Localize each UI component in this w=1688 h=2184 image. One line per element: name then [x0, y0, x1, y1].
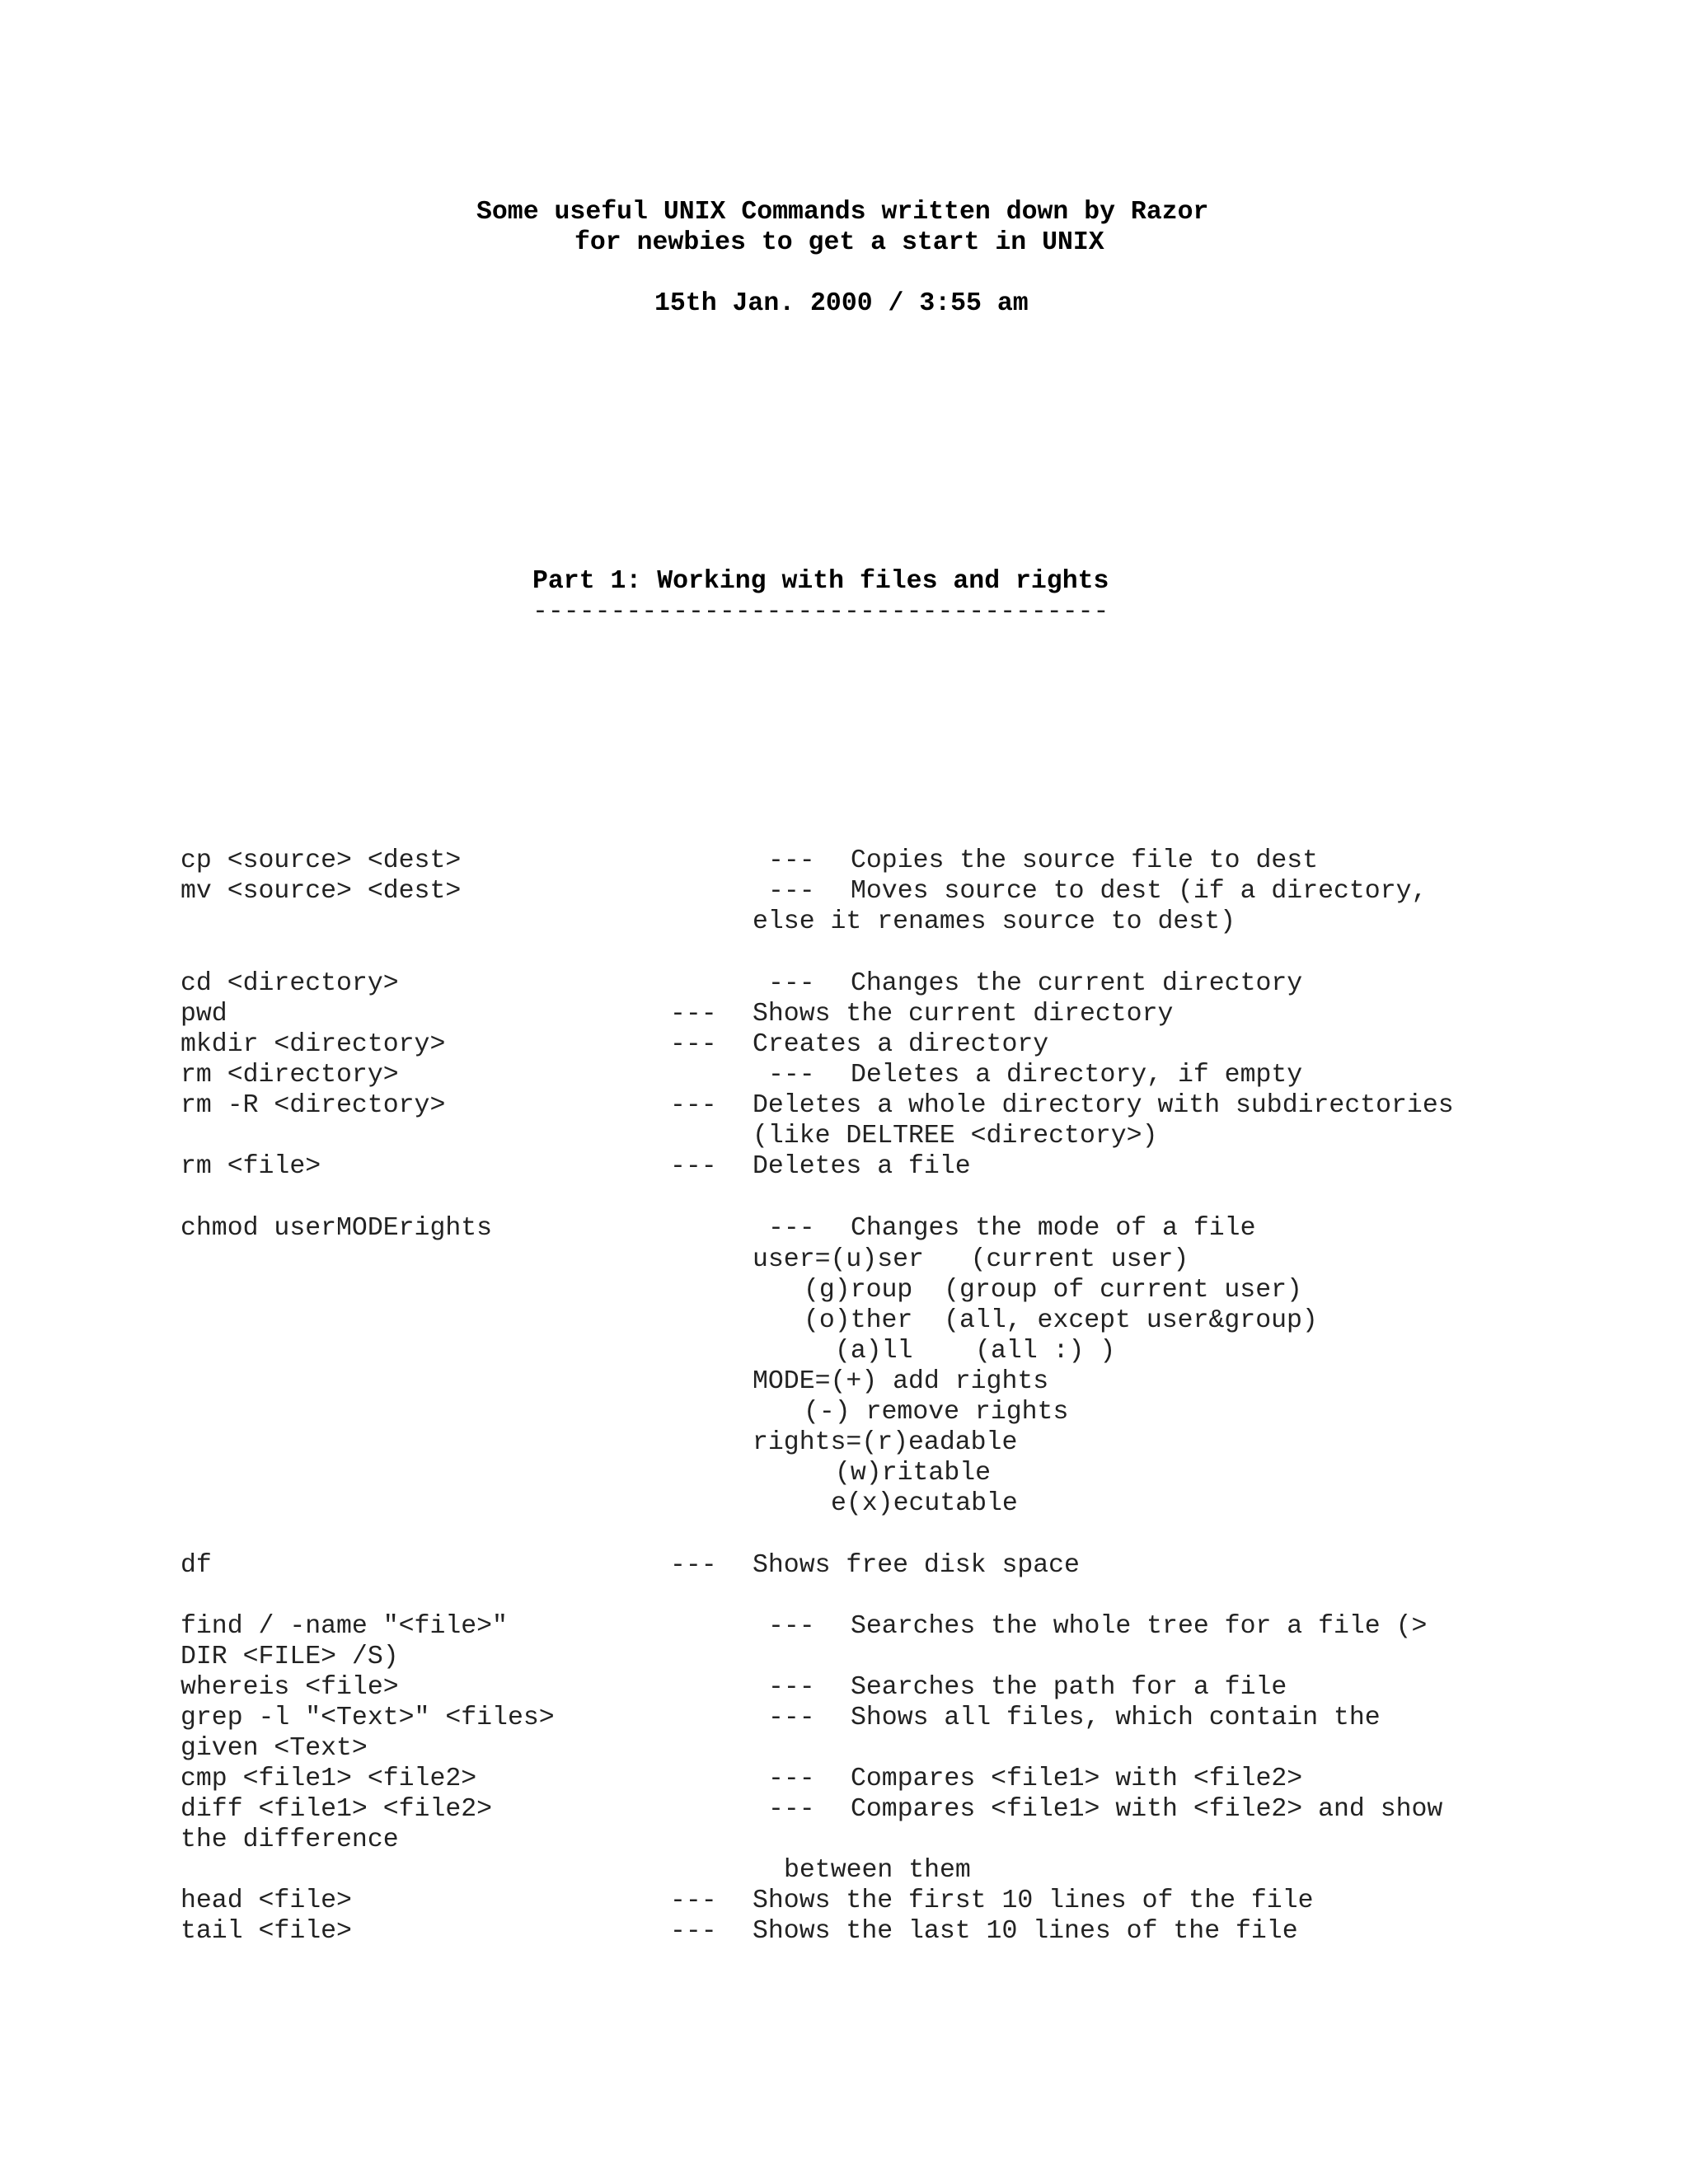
separator: --- [670, 1000, 717, 1029]
command-cd: cd <directory> [181, 969, 399, 998]
command-chmod: chmod userMODErights [181, 1214, 493, 1243]
command-head: head <file> [181, 1886, 352, 1915]
description-find: Searches the whole tree for a file (> [851, 1612, 1428, 1641]
command-rm-directory: rm <directory> [181, 1061, 399, 1090]
description-mv: Moves source to dest (if a directory, [851, 877, 1428, 906]
chmod-detail-mode-add: MODE=(+) add rights [753, 1367, 1049, 1396]
separator: --- [768, 846, 815, 875]
separator: --- [670, 1917, 717, 1946]
description-mv-cont: else it renames source to dest) [753, 907, 1236, 936]
command-mkdir: mkdir <directory> [181, 1030, 446, 1059]
description-diff: Compares <file1> with <file2> and show [851, 1795, 1443, 1824]
command-df: df [181, 1551, 212, 1580]
description-head: Shows the first 10 lines of the file [753, 1886, 1314, 1915]
separator: --- [768, 877, 815, 906]
description-cmp: Compares <file1> with <file2> [851, 1765, 1303, 1793]
description-rm-file: Deletes a file [753, 1152, 971, 1181]
chmod-detail-user: user=(u)ser (current user) [753, 1245, 1189, 1274]
command-whereis: whereis <file> [181, 1673, 399, 1702]
description-pwd: Shows the current directory [753, 1000, 1174, 1029]
command-rm-file: rm <file> [181, 1152, 321, 1181]
description-grep-cont: given <Text> [181, 1734, 368, 1763]
chmod-detail-executable: e(x)ecutable [831, 1489, 1018, 1518]
section-underline: ------------------------------------- [532, 598, 1109, 626]
command-cp: cp <source> <dest> [181, 846, 462, 875]
command-mv: mv <source> <dest> [181, 877, 462, 906]
description-rm-directory: Deletes a directory, if empty [851, 1061, 1303, 1090]
description-df: Shows free disk space [753, 1551, 1080, 1580]
separator: --- [768, 1214, 815, 1243]
description-diff-cont: the difference [181, 1825, 399, 1854]
description-cd: Changes the current directory [851, 969, 1303, 998]
chmod-detail-other: (o)ther (all, except user&group) [804, 1306, 1318, 1335]
description-rm-recursive-cont: (like DELTREE <directory>) [753, 1122, 1158, 1151]
separator: --- [768, 1612, 815, 1641]
command-diff: diff <file1> <file2> [181, 1795, 493, 1824]
command-find: find / -name "<file>" [181, 1612, 508, 1641]
command-grep: grep -l "<Text>" <files> [181, 1704, 555, 1732]
description-cp: Copies the source file to dest [851, 846, 1319, 875]
section-heading: Part 1: Working with files and rights [532, 567, 1109, 596]
separator: --- [670, 1551, 717, 1580]
separator: --- [670, 1152, 717, 1181]
command-pwd: pwd [181, 1000, 227, 1029]
chmod-detail-all: (a)ll (all :) ) [835, 1337, 1116, 1366]
document-title-line1: Some useful UNIX Commands written down by Razor [476, 198, 1209, 227]
description-mkdir: Creates a directory [753, 1030, 1049, 1059]
chmod-detail-readable: rights=(r)eadable [753, 1428, 1018, 1457]
command-rm-recursive: rm -R <directory> [181, 1091, 446, 1120]
chmod-detail-mode-remove: (-) remove rights [804, 1398, 1069, 1427]
description-rm-recursive: Deletes a whole directory with subdirectories [753, 1091, 1454, 1120]
description-find-cont: DIR <FILE> /S) [181, 1643, 399, 1671]
chmod-detail-writable: (w)ritable [835, 1459, 992, 1488]
separator: --- [768, 969, 815, 998]
description-diff-cont2: between them [784, 1856, 971, 1885]
chmod-detail-group: (g)roup (group of current user) [804, 1276, 1302, 1305]
command-cmp: cmp <file1> <file2> [181, 1765, 477, 1793]
separator: --- [670, 1030, 717, 1059]
separator: --- [768, 1061, 815, 1090]
separator: --- [670, 1886, 717, 1915]
document-date: 15th Jan. 2000 / 3:55 am [654, 289, 1029, 318]
separator: --- [768, 1673, 815, 1702]
description-tail: Shows the last 10 lines of the file [753, 1917, 1298, 1946]
command-tail: tail <file> [181, 1917, 352, 1946]
separator: --- [670, 1091, 717, 1120]
separator: --- [768, 1795, 815, 1824]
separator: --- [768, 1704, 815, 1732]
separator: --- [768, 1765, 815, 1793]
description-chmod: Changes the mode of a file [851, 1214, 1256, 1243]
description-whereis: Searches the path for a file [851, 1673, 1287, 1702]
description-grep: Shows all files, which contain the [851, 1704, 1381, 1732]
document-title-line2: for newbies to get a start in UNIX [574, 228, 1104, 257]
